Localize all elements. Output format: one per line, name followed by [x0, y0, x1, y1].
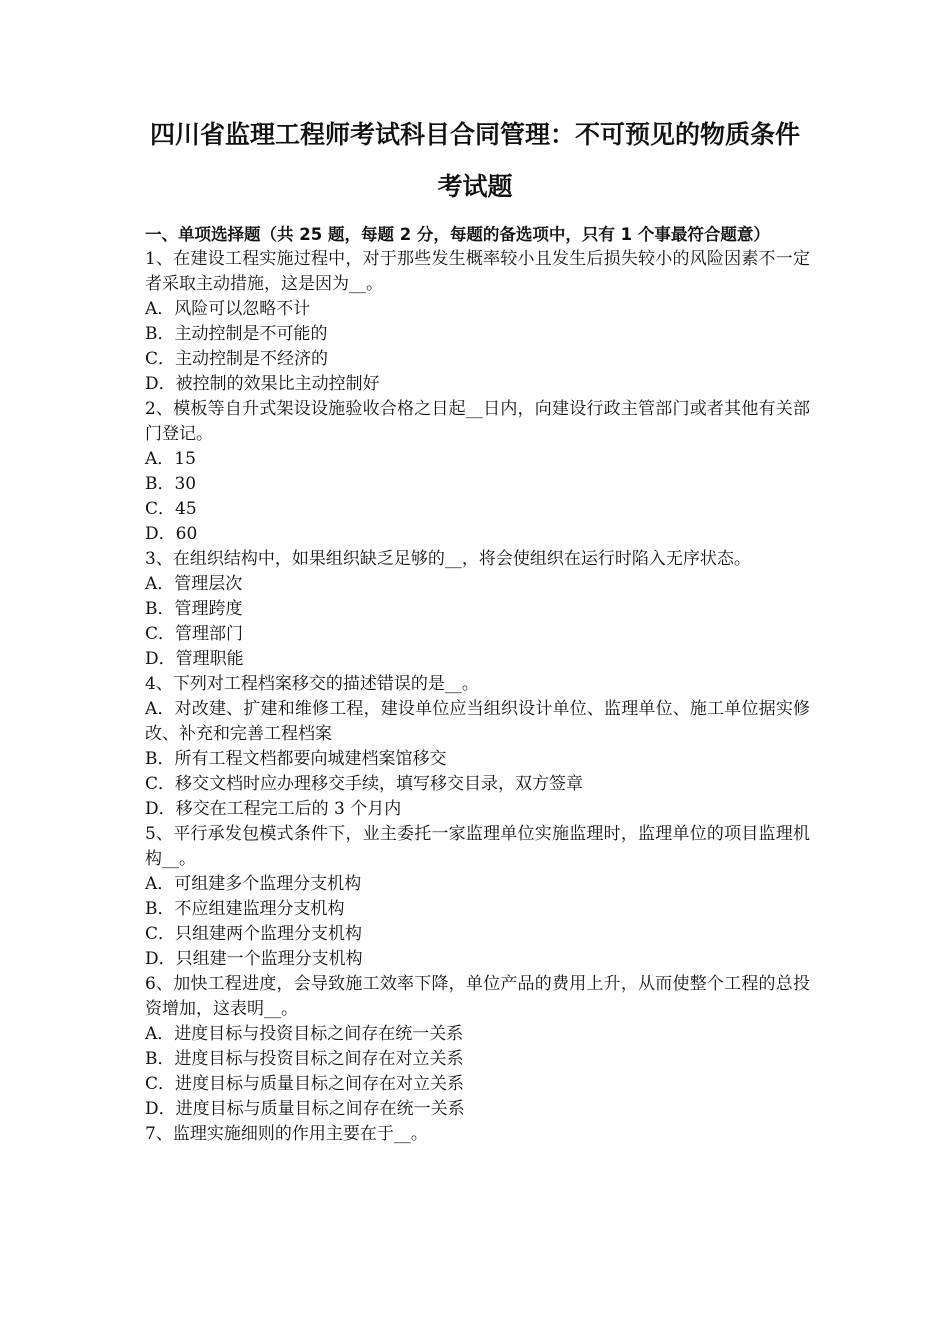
option-a: A．管理层次: [145, 574, 243, 594]
option-a: A．对改建、扩建和维修工程，建设单位应当组织设计单位、监理单位、施工单位据实修改、补充和完善工程档案: [145, 699, 810, 744]
option-d: D．被控制的效果比主动控制好: [145, 374, 380, 394]
option-c: C．移交文档时应办理移交手续，填写移交目录，双方签章: [145, 774, 584, 794]
document-body: [145, 222, 810, 1147]
option-b: B．不应组建监理分支机构: [145, 899, 345, 919]
section-heading: 一、单项选择题（共 25 题，每题 2 分，每题的备选项中，只有 1 个事最符合题意）: [145, 225, 770, 244]
question-stem: 2、模板等自升式架设设施验收合格之日起__日内，向建设行政主管部门或者其他有关部门登记。: [145, 399, 810, 444]
question-7: [145, 1122, 810, 1147]
option-d: D．只组建一个监理分支机构: [145, 949, 363, 969]
option-a: A．可组建多个监理分支机构: [145, 874, 362, 894]
option-d: D．移交在工程完工后的 3 个月内: [145, 799, 402, 819]
question-1: [145, 247, 810, 397]
option-a: A．风险可以忽略不计: [145, 299, 311, 319]
option-b: B．管理跨度: [145, 599, 243, 619]
option-b: B．所有工程文档都要向城建档案馆移交: [145, 749, 447, 769]
question-4: [145, 672, 810, 822]
question-5: [145, 822, 810, 972]
option-c: C．主动控制是不经济的: [145, 349, 329, 369]
question-stem: 5、平行承发包模式条件下，业主委托一家监理单位实施监理时，监理单位的项目监理机构__。: [145, 824, 810, 869]
option-d: D．进度目标与质量目标之间存在统一关系: [145, 1099, 465, 1119]
question-stem: 1、在建设工程实施过程中，对于那些发生概率较小且发生后损失较小的风险因素不一定者采取主动措施，这是因为__。: [145, 249, 810, 294]
option-c: C．进度目标与质量目标之间存在对立关系: [145, 1074, 465, 1094]
option-a: A．进度目标与投资目标之间存在统一关系: [145, 1024, 464, 1044]
option-b: B．进度目标与投资目标之间存在对立关系: [145, 1049, 464, 1069]
question-stem: 4、下列对工程档案移交的描述错误的是__。: [145, 674, 479, 694]
document-title-line-1: 四川省监理工程师考试科目合同管理：不可预见的物质条件: [149, 120, 800, 149]
question-2: [145, 397, 810, 547]
question-stem: 3、在组织结构中，如果组织缺乏足够的__，将会使组织在运行时陷入无序状态。: [145, 549, 751, 569]
option-d: D．60: [145, 524, 198, 544]
question-3: [145, 547, 810, 672]
question-stem: 6、加快工程进度，会导致施工效率下降，单位产品的费用上升，从而使整个工程的总投资增加，这表明__。: [145, 974, 810, 1019]
option-b: B．主动控制是不可能的: [145, 324, 328, 344]
option-a: A．15: [145, 449, 196, 469]
document-title-line-2: 考试题: [437, 172, 513, 201]
option-c: C．只组建两个监理分支机构: [145, 924, 363, 944]
option-c: C．45: [145, 499, 197, 519]
option-b: B．30: [145, 474, 197, 494]
option-d: D．管理职能: [145, 649, 244, 669]
option-c: C．管理部门: [145, 624, 244, 644]
question-stem: 7、监理实施细则的作用主要在于__。: [145, 1124, 428, 1144]
question-6: [145, 972, 810, 1122]
